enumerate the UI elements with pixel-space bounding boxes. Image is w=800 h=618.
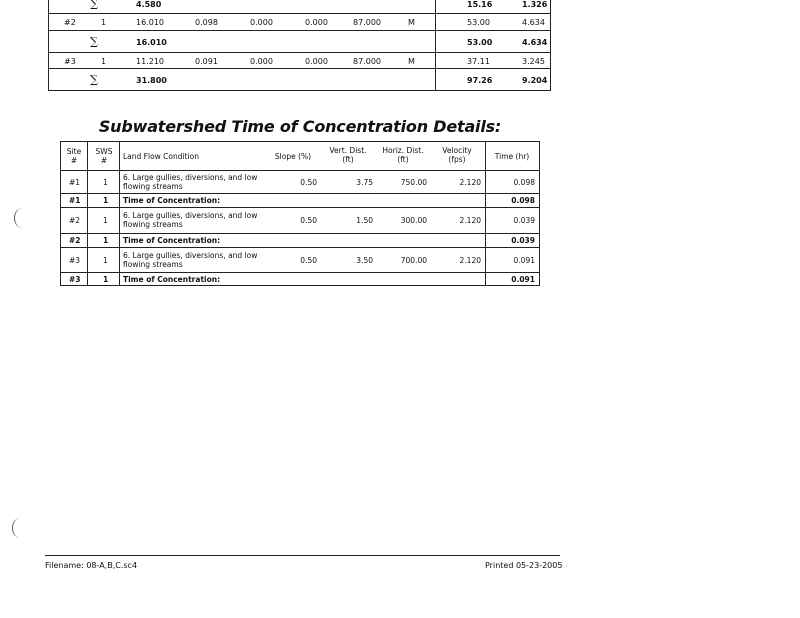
time-value: 0.039 — [513, 216, 535, 225]
site-id: #1 — [69, 178, 81, 187]
area-value: 16.010 — [136, 38, 167, 47]
total-row — [61, 193, 539, 208]
method-code: M — [408, 18, 415, 27]
table-row — [61, 208, 539, 233]
sws-id: 1 — [101, 57, 107, 66]
velocity-value: 2.120 — [459, 256, 481, 265]
time-value: 0.091 — [513, 256, 535, 265]
value-b: 9.204 — [522, 76, 548, 85]
header-velocity: Velocity (fps) — [442, 146, 472, 164]
row-line — [48, 52, 551, 53]
area-value: 11.210 — [136, 57, 164, 66]
header-time: Time (hr) — [494, 152, 530, 161]
section-title: Subwatershed Time of Concentration Details: — [98, 117, 502, 136]
total-label: Time of Concentration: — [123, 275, 221, 284]
area-value: 16.010 — [136, 18, 164, 27]
column-divider — [485, 142, 486, 285]
value-4: 87.000 — [353, 18, 381, 27]
footer-filename: Filename: 08-A,B,C.sc4 — [45, 561, 138, 570]
value-1: 0.091 — [195, 57, 218, 66]
sigma-symbol: ∑ — [90, 35, 98, 48]
area-value: 4.580 — [136, 0, 162, 9]
total-label: Time of Concentration: — [123, 196, 221, 205]
watershed-summary-table — [48, 0, 551, 91]
horiz-dist-value: 700.00 — [400, 256, 427, 265]
column-divider — [87, 142, 88, 285]
value-2: 0.000 — [250, 18, 273, 27]
value-b: 4.634 — [522, 38, 548, 47]
total-time-value: 0.091 — [511, 275, 535, 284]
row-line — [48, 30, 551, 31]
header-horiz-dist: Horiz. Dist. (ft) — [382, 146, 424, 164]
value-3: 0.000 — [305, 57, 328, 66]
slope-value: 0.50 — [300, 216, 317, 225]
flow-condition: 6. Large gullies, diversions, and low flowing streams — [123, 173, 258, 191]
total-label: Time of Concentration: — [123, 236, 221, 245]
header-site: Site # — [66, 147, 82, 165]
header-vert-dist: Vert. Dist. (ft) — [329, 146, 367, 164]
footer-printed-date: Printed 05-23-2005 — [485, 561, 563, 570]
table-row — [61, 248, 539, 273]
site-id: #1 — [69, 196, 81, 205]
punch-hole-mark — [12, 518, 29, 538]
sws-id: 1 — [103, 275, 109, 284]
slope-value: 0.50 — [300, 178, 317, 187]
value-a: 53.00 — [467, 18, 490, 27]
vert-dist-value: 1.50 — [356, 216, 373, 225]
sigma-symbol: ∑ — [90, 0, 98, 10]
sws-id: 1 — [103, 216, 108, 225]
flow-condition: 6. Large gullies, diversions, and low flowing streams — [123, 211, 258, 229]
sws-id: 1 — [103, 236, 109, 245]
sws-id: 1 — [103, 196, 109, 205]
value-a: 15.16 — [467, 0, 493, 9]
sws-id: 1 — [103, 178, 108, 187]
slope-value: 0.50 — [300, 256, 317, 265]
punch-hole-mark — [14, 208, 31, 228]
value-4: 87.000 — [353, 57, 381, 66]
table-header — [61, 142, 539, 171]
site-id: #2 — [69, 216, 81, 225]
total-time-value: 0.039 — [511, 236, 535, 245]
value-b: 1.326 — [522, 0, 548, 9]
sws-id: 1 — [101, 18, 107, 27]
site-id: #3 — [69, 275, 81, 284]
vert-dist-value: 3.50 — [356, 256, 373, 265]
row-line — [48, 13, 551, 14]
time-of-concentration-table — [60, 141, 540, 286]
header-sws: SWS # — [95, 147, 113, 165]
sws-id: 1 — [103, 256, 108, 265]
value-1: 0.098 — [195, 18, 218, 27]
site-id: #2 — [64, 18, 76, 27]
area-value: 31.800 — [136, 76, 167, 85]
value-b: 4.634 — [522, 18, 545, 27]
horiz-dist-value: 300.00 — [400, 216, 427, 225]
velocity-value: 2.120 — [459, 216, 481, 225]
value-3: 0.000 — [305, 18, 328, 27]
velocity-value: 2.120 — [459, 178, 481, 187]
value-b: 3.245 — [522, 57, 545, 66]
method-code: M — [408, 57, 415, 66]
footer-rule — [45, 555, 560, 556]
total-time-value: 0.098 — [511, 196, 535, 205]
sigma-symbol: ∑ — [90, 73, 98, 86]
column-divider — [119, 142, 120, 285]
flow-condition: 6. Large gullies, diversions, and low flowing streams — [123, 251, 258, 269]
row-line — [48, 68, 551, 69]
table-row — [61, 171, 539, 193]
site-id: #3 — [69, 256, 81, 265]
total-row — [61, 272, 539, 286]
row-line — [48, 90, 551, 91]
value-2: 0.000 — [250, 57, 273, 66]
site-id: #3 — [64, 57, 76, 66]
total-row — [61, 233, 539, 248]
value-a: 53.00 — [467, 38, 493, 47]
header-slope: Slope (%) — [274, 152, 312, 161]
header-condition: Land Flow Condition — [123, 152, 199, 161]
vert-dist-value: 3.75 — [356, 178, 373, 187]
value-a: 37.11 — [467, 57, 490, 66]
time-value: 0.098 — [513, 178, 535, 187]
value-a: 97.26 — [467, 76, 493, 85]
site-id: #2 — [69, 236, 81, 245]
horiz-dist-value: 750.00 — [400, 178, 427, 187]
